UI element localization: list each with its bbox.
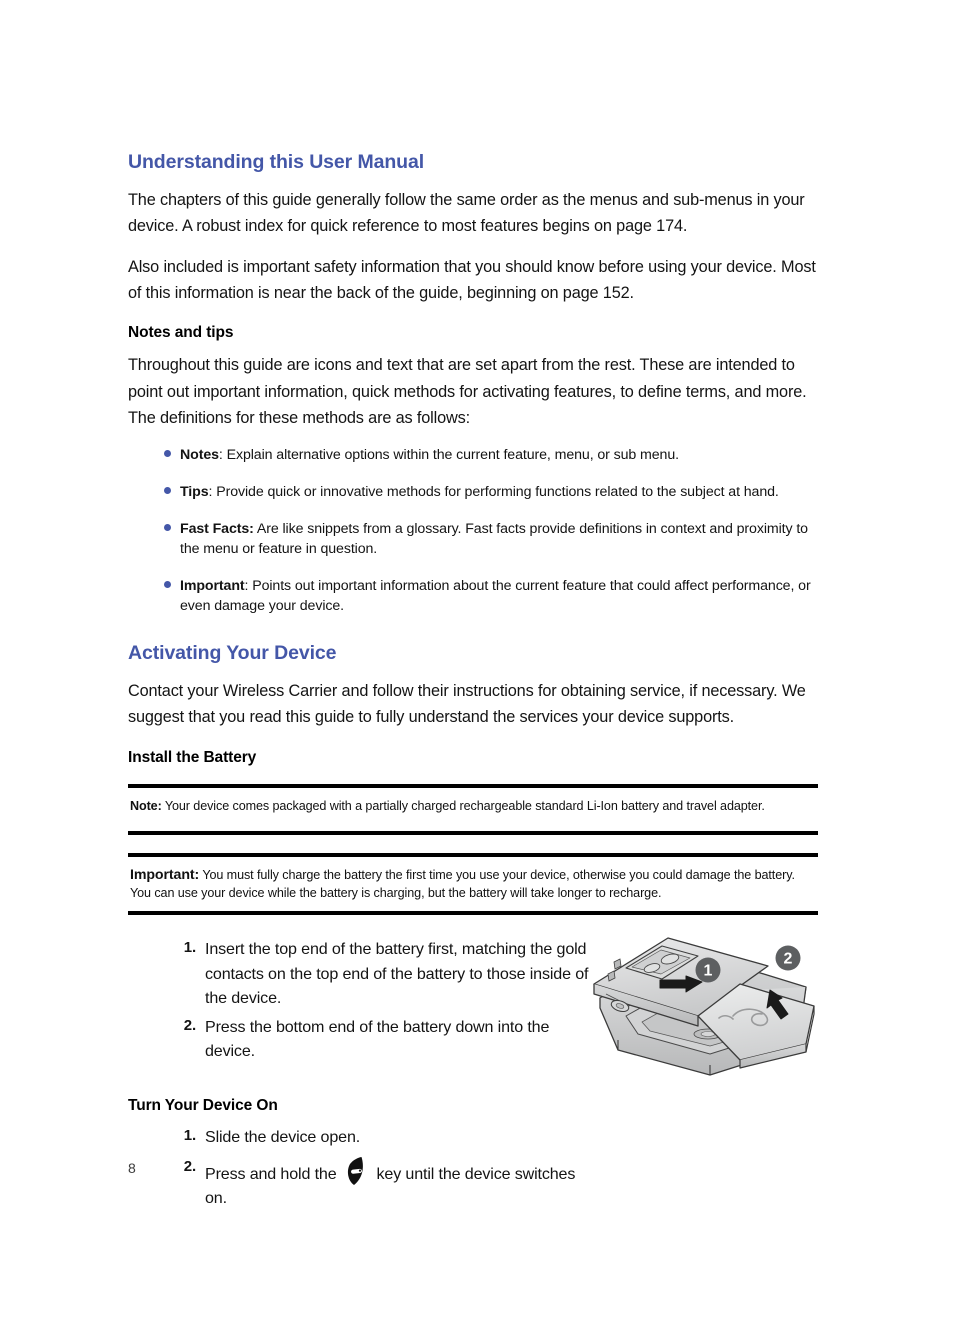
list-item [174, 1015, 594, 1064]
page-title: Understanding this User Manual [128, 151, 425, 173]
section-title-activating: Activating Your Device [128, 641, 337, 664]
step-number: 2. [183, 1157, 196, 1175]
definition-text: Provide quick or innovative methods for performing functions related to the subject at hand. [216, 483, 779, 500]
subheading-install-battery: Install the Battery [128, 748, 257, 766]
definition-term: Tips [180, 483, 209, 500]
turn-on-steps-list [128, 1125, 594, 1210]
bullet-icon [164, 581, 171, 588]
step-text: Insert the top end of the battery first, matching the gold contacts on the top end of the battery to those inside of the device. [205, 940, 589, 1008]
note-label: Note: [130, 799, 162, 814]
list-item [164, 576, 820, 617]
list-item [164, 445, 820, 466]
definition-text: Explain alternative options within the current feature, menu, or sub menu. [226, 447, 679, 464]
list-item [174, 1125, 594, 1149]
step-text-after: key until the device switches on. [205, 1164, 576, 1208]
definition-term: Notes [180, 447, 219, 464]
important-callout-text [128, 857, 818, 911]
callout-badge-2 [776, 946, 801, 971]
definition-term: Fast Facts: [180, 520, 254, 537]
intro-paragraph-1: The chapters of this guide generally follow the same order as the menus and sub-menus in your device. A robust index for quick reference to most features begins on page 174. [128, 190, 805, 236]
callout-rule-bottom [128, 831, 818, 835]
callout-rule-bottom [128, 911, 818, 915]
step-number: 1. [183, 939, 196, 957]
flip-phone-battery-install-illustration [590, 932, 822, 1080]
bullet-icon [164, 524, 171, 531]
important-label: Important: [130, 866, 200, 883]
definition-separator: : [218, 447, 227, 464]
definition-separator: : [208, 483, 217, 500]
install-battery-steps-block [128, 937, 820, 1077]
subheading-notes-and-tips: Notes and tips [128, 324, 234, 342]
definition-separator: : [244, 577, 253, 594]
important-callout [128, 853, 818, 915]
battery-steps-list [128, 937, 594, 1063]
list-item [164, 519, 820, 560]
note-callout-text [128, 788, 818, 831]
bullet-icon [164, 450, 171, 457]
definition-term: Important [180, 577, 245, 594]
callout-2-label: 2 [783, 950, 793, 968]
note-callout [128, 784, 818, 835]
power-key-icon [344, 1156, 370, 1186]
important-body: You must fully charge the battery the first time you use your device, otherwise you could damage the battery. You can use your device while the battery is charging, but the battery will take longer to recharge. [130, 867, 795, 900]
step-number: 2. [183, 1016, 196, 1034]
notes-and-tips-paragraph: Throughout this guide are icons and text that are set apart from the rest. These are intended to point out important information, quick methods for activating features, to define terms, and more. The definitions for these methods are as follows: [128, 356, 807, 427]
activating-paragraph: Contact your Wireless Carrier and follow their instructions for obtaining service, if necessary. We suggest that you read this guide to fully understand the services your device supports. [128, 681, 806, 727]
callout-1-label: 1 [703, 962, 713, 980]
intro-paragraph-2: Also included is important safety information that you should know before using your device. Most of this information is near the back of the guide, beginning on page 152. [128, 257, 816, 302]
list-item [174, 1156, 594, 1211]
step-text: Press the bottom end of the battery down into the device. [205, 1017, 550, 1061]
page-content [128, 152, 820, 1216]
step-number: 1. [183, 1127, 196, 1145]
definition-text: Are like snippets from a glossary. Fast facts provide definitions in context and proximity to the menu or feature in question. [180, 520, 808, 558]
page-number: 8 [128, 1160, 136, 1176]
subheading-turn-device-on: Turn Your Device On [128, 1097, 278, 1115]
note-body: Your device comes packaged with a partially charged rechargeable standard Li-Ion battery and travel adapter. [161, 799, 765, 814]
bullet-icon [164, 487, 171, 494]
list-item [164, 482, 820, 503]
definition-text: Points out important information about the current feature that could affect performance, or even damage your device. [180, 577, 811, 615]
callout-badge-1 [696, 958, 721, 983]
step-text-before: Press and hold the [205, 1164, 337, 1183]
definitions-list [128, 445, 820, 617]
step-text: Slide the device open. [205, 1128, 361, 1147]
list-item [174, 937, 594, 1010]
